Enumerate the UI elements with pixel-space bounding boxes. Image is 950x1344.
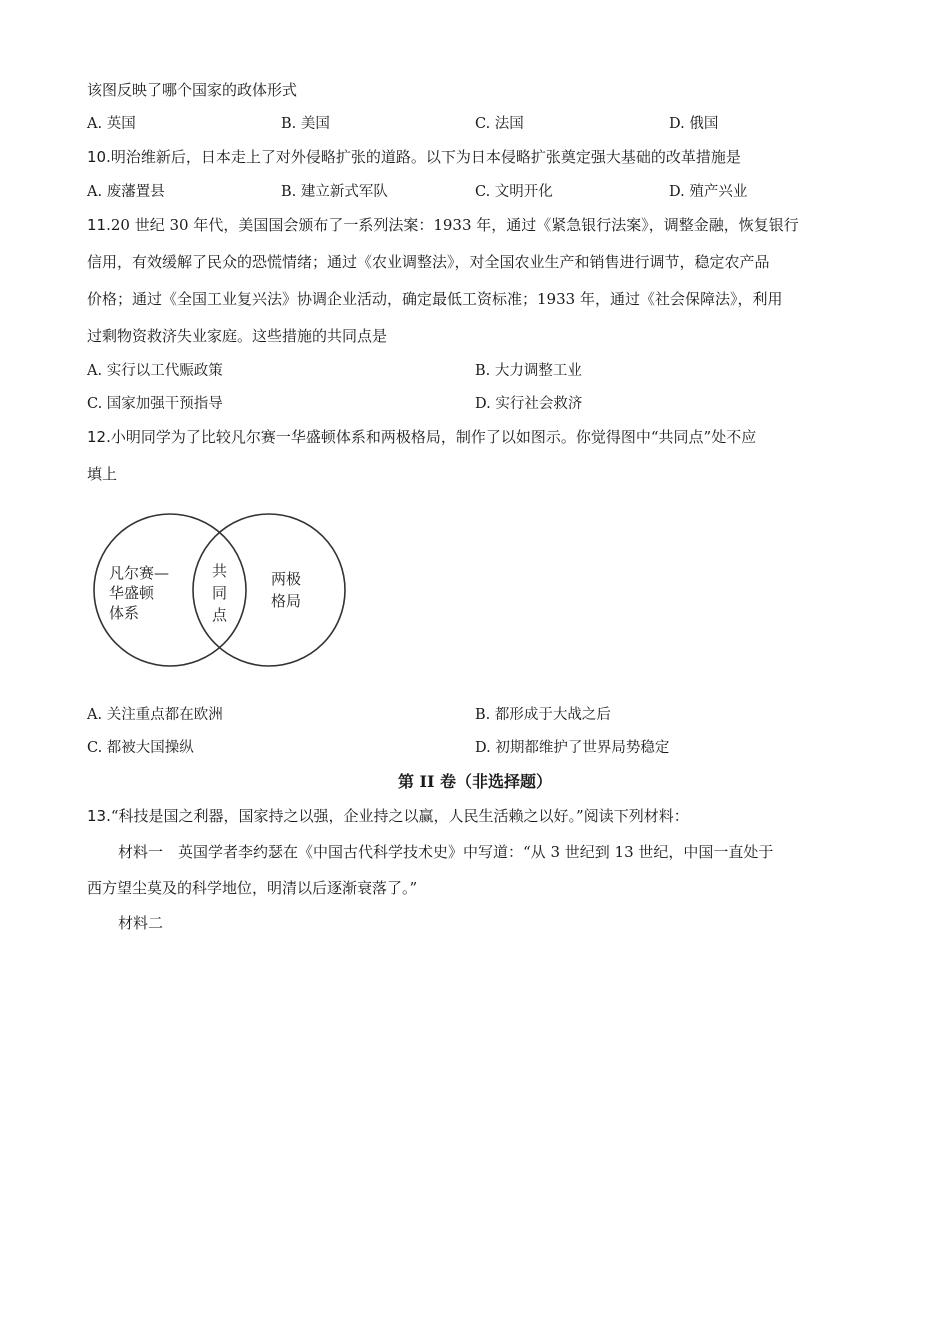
q12-text-1: 小明同学为了比较凡尔赛一华盛顿体系和两极格局，制作了以如图示。你觉得图中“共同点”处不应	[110, 428, 757, 446]
venn-middle-label-2: 同	[212, 584, 228, 602]
q10-option-d[interactable]: D. 殖产兴业	[669, 184, 748, 200]
q11-stem-line-3: 价格；通过《全国工业复兴法》协调企业活动，确定最低工资标准；1933 年，通过《社会保障法》，利用	[87, 290, 783, 308]
q12-stem-line-2: 填上	[87, 465, 118, 483]
section-2-title: 第 II 卷（非选择题）	[397, 772, 553, 791]
venn-middle-label-1: 共	[212, 562, 228, 580]
q9-option-d[interactable]: D. 俄国	[669, 116, 719, 132]
venn-middle-label-3: 点	[212, 606, 228, 624]
q13-number: 13.	[87, 807, 111, 825]
q10-stem	[87, 147, 741, 167]
q12-stem-line-1	[87, 427, 756, 447]
q10-option-c[interactable]: C. 文明开化	[475, 184, 553, 200]
q13-stem	[87, 806, 689, 826]
q13-material-1-line-2: 西方望尘莫及的科学地位，明清以后逐渐衰落了。”	[87, 879, 418, 897]
q12-option-b[interactable]: B. 都形成于大战之后	[475, 707, 611, 723]
q13-material-1-line-1: 材料一 英国学者李约瑟在《中国古代科学技术史》中写道：“从 3 世纪到 13 世纪，中国一直处于	[118, 843, 774, 861]
q10-option-a[interactable]: A. 废藩置县	[87, 184, 165, 200]
q11-option-c[interactable]: C. 国家加强干预指导	[87, 396, 223, 412]
q12-option-c[interactable]: C. 都被大国操纵	[87, 740, 194, 756]
q10-number: 10.	[87, 148, 111, 166]
q13-text: “科技是国之利器，国家持之以强，企业持之以赢，人民生活赖之以好。”阅读下列材料：	[110, 807, 689, 825]
q11-option-b[interactable]: B. 大力调整工业	[475, 363, 582, 379]
q11-number: 11.	[87, 216, 111, 234]
q12-option-d[interactable]: D. 初期都维护了世界局势稳定	[475, 740, 670, 756]
venn-right-label-1: 两极	[271, 570, 302, 588]
q12-number: 12.	[87, 428, 111, 446]
q11-stem-line-2: 信用，有效缓解了民众的恐慌情绪；通过《农业调整法》，对全国农业生产和销售进行调节，稳定农产品	[87, 253, 770, 271]
venn-left-label-3: 体系	[109, 604, 140, 622]
q12-option-a[interactable]: A. 关注重点都在欧洲	[87, 707, 223, 723]
venn-diagram	[85, 508, 355, 674]
q9-option-a[interactable]: A. 英国	[87, 116, 136, 132]
q13-material-2-label: 材料二	[118, 914, 164, 932]
q10-option-b[interactable]: B. 建立新式军队	[281, 184, 388, 200]
q9-option-c[interactable]: C. 法国	[475, 116, 524, 132]
q11-option-d[interactable]: D. 实行社会救济	[475, 396, 583, 412]
q11-text-1: 20 世纪 30 年代，美国国会颁布了一系列法案：1933 年，通过《紧急银行法案》，调整金融，恢复银行	[110, 216, 799, 234]
venn-left-label-2: 华盛顿	[109, 584, 155, 602]
venn-right-label-2: 格局	[271, 592, 302, 610]
q9-option-b[interactable]: B. 美国	[281, 116, 330, 132]
q11-stem-line-4: 过剩物资救济失业家庭。这些措施的共同点是	[87, 327, 388, 345]
venn-left-label-1: 凡尔赛—	[109, 564, 170, 582]
q11-option-a[interactable]: A. 实行以工代赈政策	[87, 363, 223, 379]
q9-stem: 该图反映了哪个国家的政体形式	[87, 81, 298, 99]
q11-stem-line-1	[87, 215, 799, 235]
q10-text: 明治维新后，日本走上了对外侵略扩张的道路。以下为日本侵略扩张奠定强大基础的改革措施是	[110, 148, 741, 166]
